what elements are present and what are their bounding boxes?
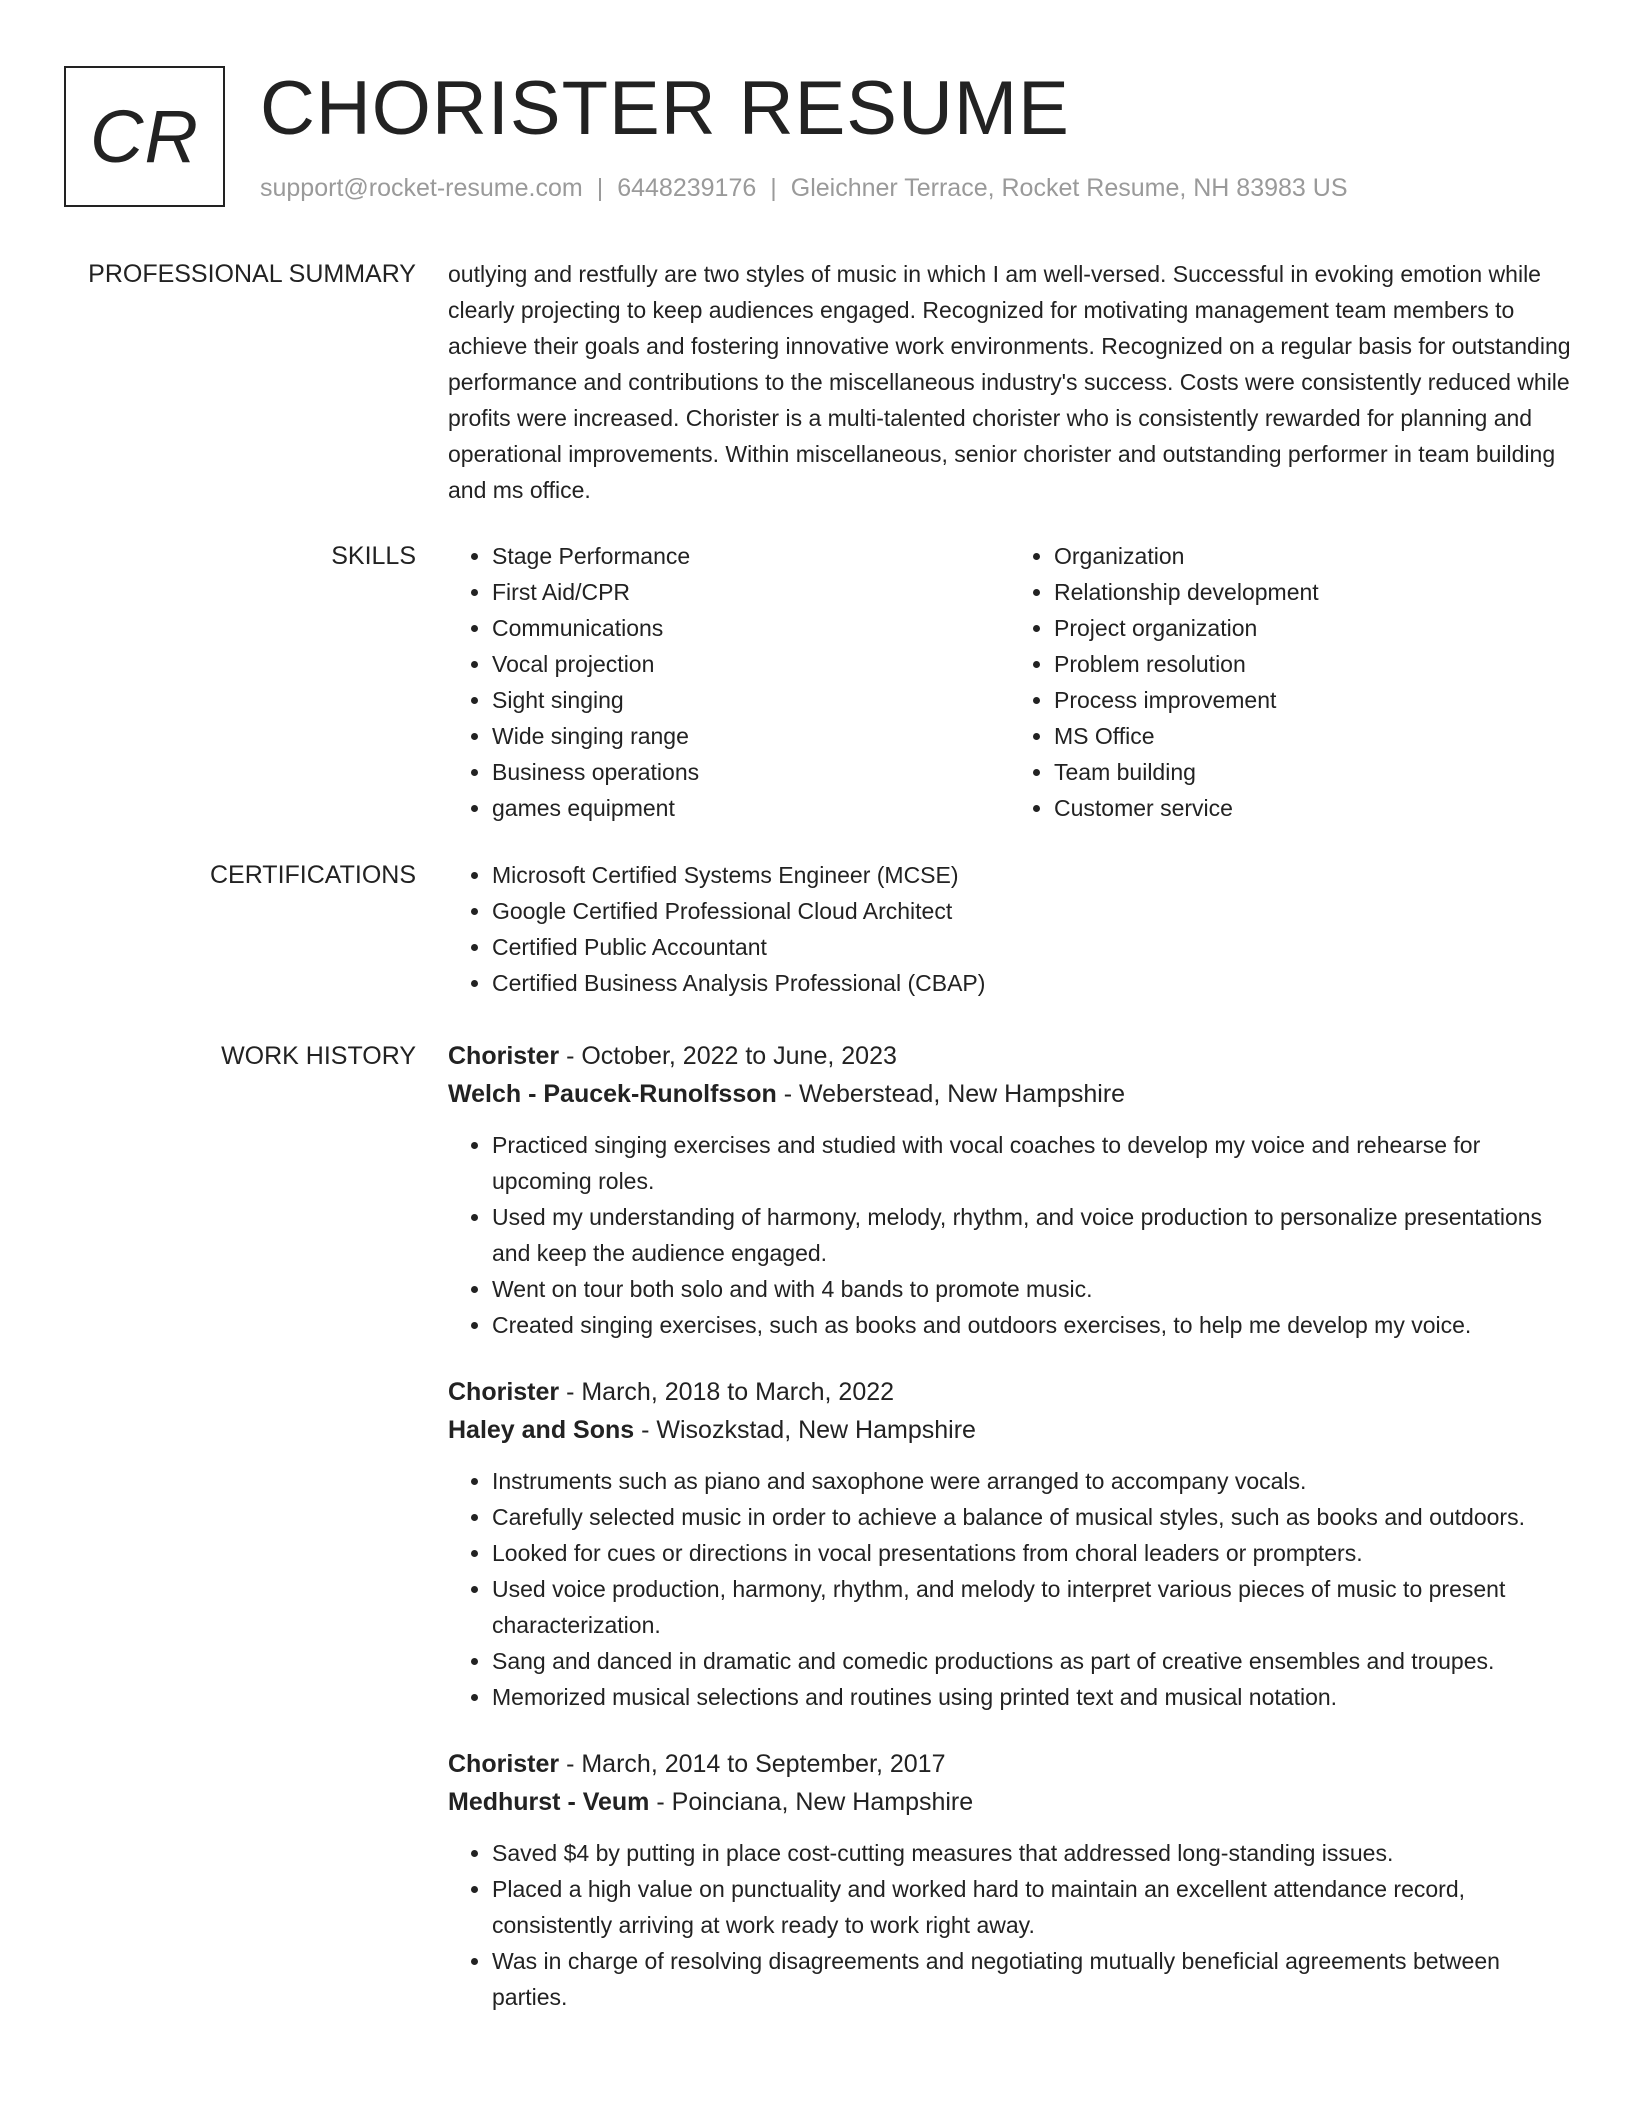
job-company: Haley and Sons [448, 1416, 635, 1444]
job-title: Chorister [448, 1378, 560, 1406]
job-duties-list [448, 1127, 1572, 1343]
job-duty: • Used my understanding of harmony, melody, rhythm, and voice production to personalize presentations and keep the audience engaged. [492, 1199, 1572, 1271]
certifications-heading: CERTIFICATIONS [209, 861, 416, 889]
job-duties-list [448, 1835, 1572, 2015]
skill-item: • Stage Performance [492, 538, 1010, 574]
work-history-heading: WORK HISTORY [221, 1042, 416, 1070]
job-title-line [448, 1745, 1572, 1783]
job-company: Welch - Paucek-Runolfsson [448, 1080, 777, 1108]
job-title: Chorister [448, 1750, 560, 1778]
job-location: - Wisozkstad, New Hampshire [634, 1416, 976, 1444]
job-duty: • Was in charge of resolving disagreements and negotiating mutually beneficial agreements between parties. [492, 1943, 1572, 2015]
contact-separator: | [596, 174, 604, 202]
resume-name: CHORISTER RESUME [260, 66, 1070, 151]
job-duty: • Created singing exercises, such as books and outdoors exercises, to help me develop my voice. [492, 1307, 1572, 1343]
skill-item: • Business operations [492, 754, 1010, 790]
job-entry [448, 1373, 1572, 1715]
skill-item: • Project organization [1054, 610, 1572, 646]
job-company-line [448, 1783, 1572, 1821]
job-location: - Weberstead, New Hampshire [776, 1080, 1126, 1108]
job-title-line [448, 1373, 1572, 1411]
skill-item: • Vocal projection [492, 646, 1010, 682]
contact-phone[interactable]: 6448239176 [617, 174, 757, 202]
job-duty: • Memorized musical selections and routines using printed text and musical notation. [492, 1679, 1572, 1715]
contact-address: Gleichner Terrace, Rocket Resume, NH 83983 US [790, 174, 1348, 202]
job-duty: • Saved $4 by putting in place cost-cutting measures that addressed long-standing issues. [492, 1835, 1572, 1871]
skill-item: • Problem resolution [1054, 646, 1572, 682]
initials-text: CR [90, 95, 199, 178]
job-company-line [448, 1411, 1572, 1449]
skills-list-left [448, 538, 1010, 826]
skill-item: • games equipment [492, 790, 1010, 826]
job-duty: • Carefully selected music in order to achieve a balance of musical styles, such as books and outdoors. [492, 1499, 1572, 1535]
contact-line [260, 172, 1348, 204]
skill-item: • Organization [1054, 538, 1572, 574]
skills-list-right [1010, 538, 1572, 826]
job-duty: • Went on tour both solo and with 4 bands to promote music. [492, 1271, 1572, 1307]
certifications-list [448, 857, 1572, 1001]
summary-text: outlying and restfully are two styles of music in which I am well-versed. Successful in evoking emotion while clearly projecting to keep audiences engaged. Recognized for motivating management team members to achieve their goals and fostering innovative work environments. Recognized on a regular basis for outstanding performance and contributions to the miscellaneous industry's success. Costs were consistently reduced while profits were increased. Chorister is a multi-talented chorister who is consistently rewarded for planning and operational improvements. Within miscellaneous, senior chorister and outstanding performer in team building and ms office. [448, 261, 1571, 503]
job-title: Chorister [448, 1042, 560, 1070]
job-duty: • Practiced singing exercises and studied with vocal coaches to develop my voice and rehearse for upcoming roles. [492, 1127, 1572, 1199]
certification-item: • Certified Business Analysis Professional (CBAP) [492, 965, 1572, 1001]
skill-item: • MS Office [1054, 718, 1572, 754]
job-duty: • Sang and danced in dramatic and comedic productions as part of creative ensembles and troupes. [492, 1643, 1572, 1679]
skills-heading: SKILLS [331, 542, 416, 570]
skill-item: • Process improvement [1054, 682, 1572, 718]
summary-heading: PROFESSIONAL SUMMARY [88, 260, 416, 288]
job-duty: • Instruments such as piano and saxophone were arranged to accompany vocals. [492, 1463, 1572, 1499]
job-location: - Poinciana, New Hampshire [649, 1788, 974, 1816]
job-duty: • Placed a high value on punctuality and worked hard to maintain an excellent attendance record, consistently arriving at work ready to work right away. [492, 1871, 1572, 1943]
skill-item: • Communications [492, 610, 1010, 646]
skill-item: • Team building [1054, 754, 1572, 790]
skill-item: • First Aid/CPR [492, 574, 1010, 610]
job-company-line [448, 1075, 1572, 1113]
job-title-line [448, 1037, 1572, 1075]
contact-separator: | [770, 174, 777, 202]
contact-email[interactable]: support@rocket-resume.com [260, 174, 583, 202]
certification-item: • Microsoft Certified Systems Engineer (MCSE) [492, 857, 1572, 893]
skill-item: • Sight singing [492, 682, 1010, 718]
job-duty: • Looked for cues or directions in vocal presentations from choral leaders or prompters. [492, 1535, 1572, 1571]
certification-item: • Certified Public Accountant [492, 929, 1572, 965]
job-dates: - March, 2014 to September, 2017 [559, 1750, 946, 1778]
job-duties-list [448, 1463, 1572, 1715]
skill-item: • Customer service [1054, 790, 1572, 826]
job-duty: • Used voice production, harmony, rhythm, and melody to interpret various pieces of music to present characterization. [492, 1571, 1572, 1643]
job-dates: - March, 2018 to March, 2022 [559, 1378, 895, 1406]
job-entry [448, 1037, 1572, 1343]
skill-item: • Wide singing range [492, 718, 1010, 754]
job-dates: - October, 2022 to June, 2023 [559, 1042, 897, 1070]
skill-item: • Relationship development [1054, 574, 1572, 610]
resume-header [64, 66, 1584, 210]
job-company: Medhurst - Veum [448, 1788, 650, 1816]
job-entry [448, 1745, 1572, 2015]
certification-item: • Google Certified Professional Cloud Architect [492, 893, 1572, 929]
initials-monogram [64, 66, 225, 207]
